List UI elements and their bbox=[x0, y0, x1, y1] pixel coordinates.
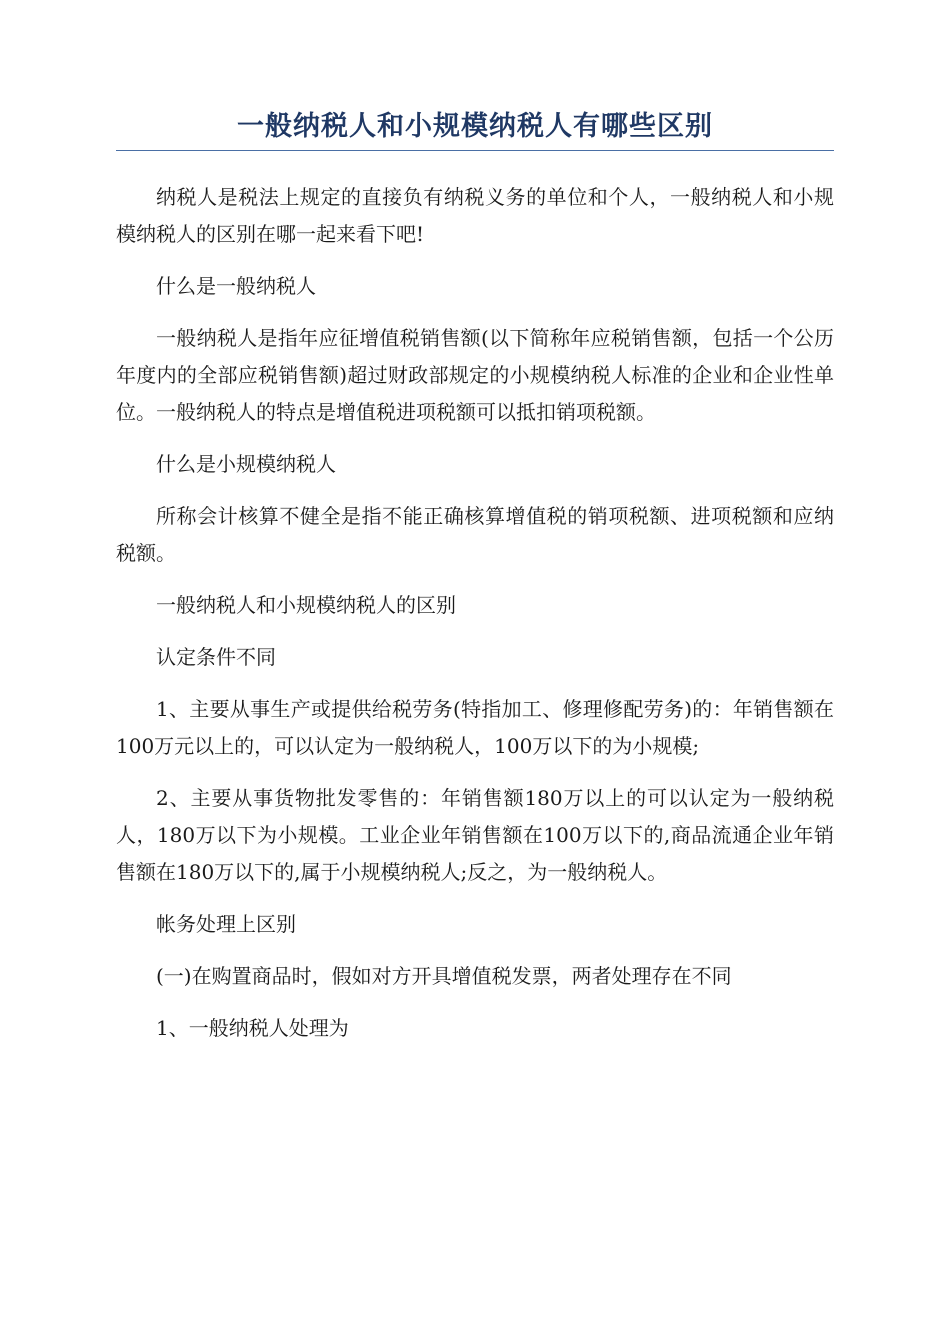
paragraph-purchase-invoice: (一)在购置商品时，假如对方开具增值税发票，两者处理存在不同 bbox=[156, 964, 732, 988]
paragraph-condition-2: 2、主要从事货物批发零售的：年销售额180万以上的可以认定为一般纳税人，180万以下为小规模。工业企业年销售额在100万以下的,商品流通企业年销售额在180万以下的,属于小规模纳税人;反之，为一般纳税人。 bbox=[116, 786, 834, 884]
paragraph-accounting-definition: 所称会计核算不健全是指不能正确核算增值税的销项税额、进项税额和应纳税额。 bbox=[116, 504, 834, 565]
heading-differences: 一般纳税人和小规模纳税人的区别 bbox=[156, 593, 456, 617]
paragraph-condition-1: 1、主要从事生产或提供给税劳务(特指加工、修理修配劳务)的：年销售额在100万元以上的，可以认定为一般纳税人，100万以下的为小规模; bbox=[116, 697, 834, 758]
heading-accounting-differences: 帐务处理上区别 bbox=[156, 912, 296, 936]
heading-small-scale-taxpayer: 什么是小规模纳税人 bbox=[156, 452, 336, 476]
heading-general-taxpayer: 什么是一般纳税人 bbox=[156, 274, 316, 298]
paragraph-general-taxpayer-definition: 一般纳税人是指年应征增值税销售额(以下简称年应税销售额，包括一个公历年度内的全部应税销售额)超过财政部规定的小规模纳税人标准的企业和企业性单位。一般纳税人的特点是增值税进项税额可以抵扣销项税额。 bbox=[116, 326, 834, 424]
paragraph-general-taxpayer-treatment: 1、一般纳税人处理为 bbox=[156, 1016, 349, 1040]
heading-recognition-conditions: 认定条件不同 bbox=[156, 645, 276, 669]
paragraph-intro: 纳税人是税法上规定的直接负有纳税义务的单位和个人，一般纳税人和小规模纳税人的区别在哪一起来看下吧! bbox=[116, 185, 834, 246]
title-underline bbox=[116, 150, 834, 151]
document-title: 一般纳税人和小规模纳税人有哪些区别 bbox=[237, 111, 713, 142]
